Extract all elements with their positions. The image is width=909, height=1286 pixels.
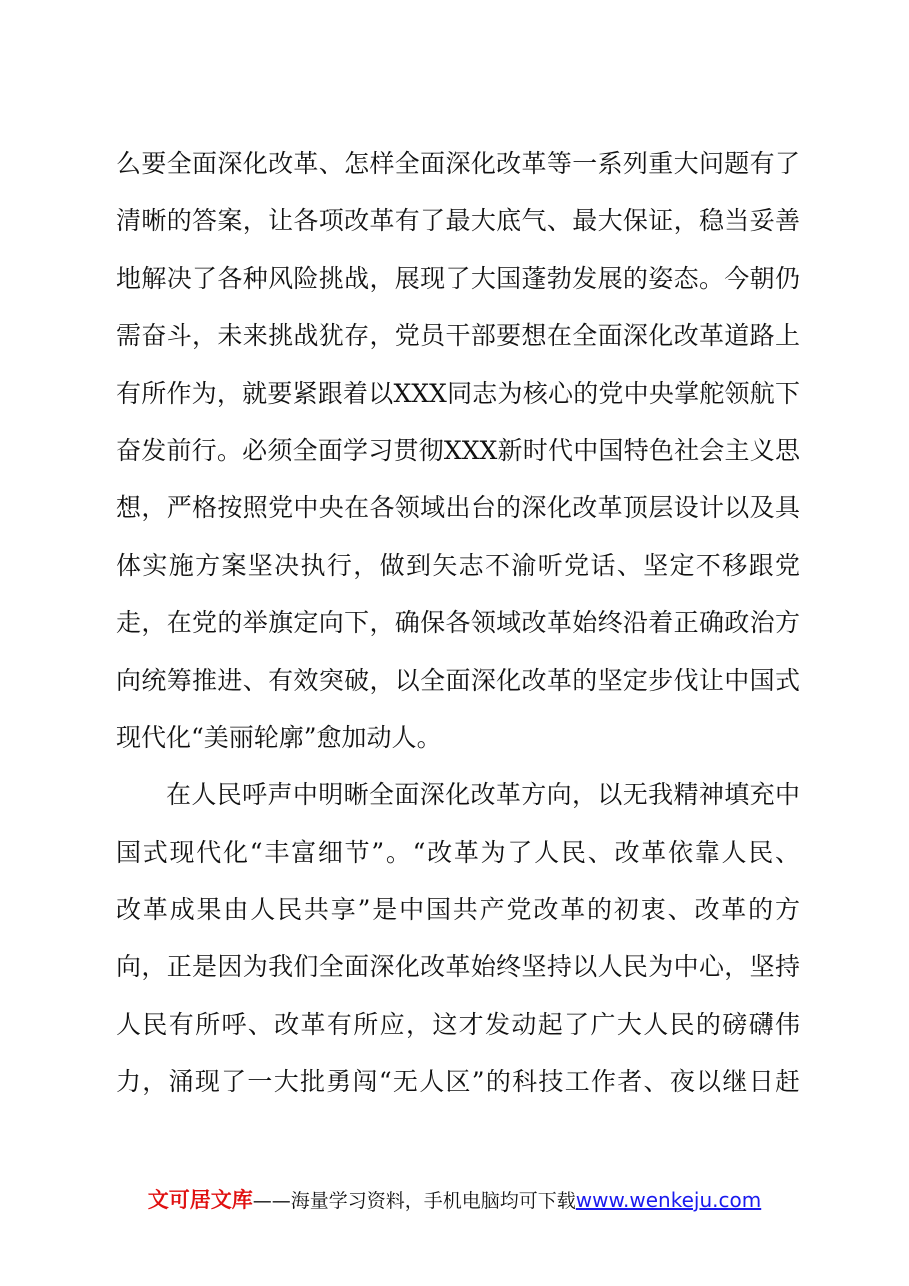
text-line: 向统筹推进、有效突破，以全面深化改革的坚定步伐让中国式 — [116, 665, 800, 695]
text-line: 人民有所呼、改革有所应，这才发动起了广大人民的磅礴伟 — [116, 1009, 800, 1039]
text-line: 现代化“美丽轮廓”愈加动人。 — [116, 722, 442, 752]
document-body — [116, 135, 800, 1111]
footer-brand: 文可居文库 — [147, 1188, 253, 1212]
text-line: 么要全面深化改革、怎样全面深化改革等一系列重大问题有了 — [116, 149, 800, 178]
text-line: 向，正是因为我们全面深化改革始终坚持以人民为中心，坚持 — [116, 952, 800, 982]
paragraph-2 — [116, 766, 800, 1110]
paragraph-1 — [116, 135, 800, 766]
page-footer — [0, 1180, 909, 1220]
footer-tagline: ——海量学习资料，手机电脑均可下载 — [252, 1190, 576, 1212]
text-line: 奋发前行。必须全面学习贯彻XXX新时代中国特色社会主义思 — [116, 435, 800, 465]
text-line: 走，在党的举旗定向下，确保各领域改革始终沿着正确政治方 — [116, 608, 800, 638]
text-line: 力，涌现了一大批勇闯“无人区”的科技工作者、夜以继日赶 — [116, 1067, 800, 1097]
text-line: 体实施方案坚决执行，做到矢志不渝听党话、坚定不移跟党 — [116, 550, 800, 580]
text-line: 清晰的答案，让各项改革有了最大底气、最大保证，稳当妥善 — [116, 206, 800, 236]
text-line: 需奋斗，未来挑战犹存，党员干部要想在全面深化改革道路上 — [116, 321, 800, 351]
text-line: 在人民呼声中明晰全面深化改革方向，以无我精神填充中 — [166, 780, 800, 810]
text-line: 国式现代化“丰富细节”。“改革为了人民、改革依靠人民、 — [116, 837, 800, 867]
text-line: 改革成果由人民共享”是中国共产党改革的初衷、改革的方 — [116, 895, 800, 925]
text-line: 有所作为，就要紧跟着以XXX同志为核心的党中央掌舵领航下 — [116, 378, 800, 408]
text-line: 地解决了各种风险挑战，展现了大国蓬勃发展的姿态。今朝仍 — [116, 263, 800, 293]
footer-link[interactable]: www.wenkeju.com — [575, 1188, 762, 1212]
text-line: 想，严格按照党中央在各领域出台的深化改革顶层设计以及具 — [116, 493, 800, 523]
